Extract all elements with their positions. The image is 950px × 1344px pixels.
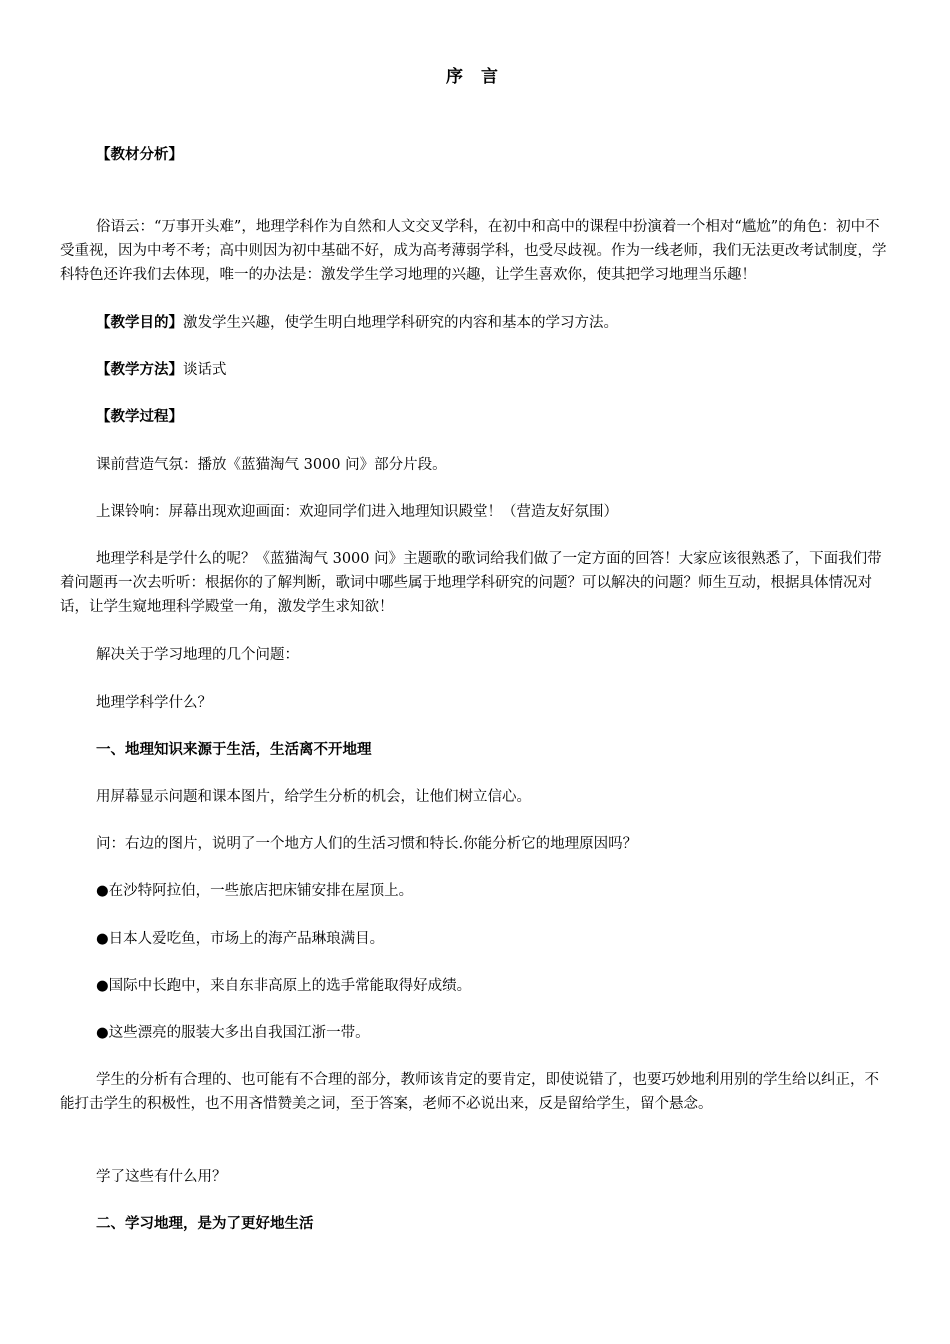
paragraph-question: 问：右边的图片，说明了一个地方人们的生活习惯和特长.你能分析它的地理原因吗？	[96, 836, 638, 852]
bullet-item: ●日本人爱吃鱼，市场上的海产品琳琅满目。	[96, 931, 385, 947]
paragraph-solve-intro: 解决关于学习地理的几个问题：	[96, 647, 299, 663]
paragraph-song-questions: 地理学科是学什么的呢？《蓝猫淘气 3000 问》主题歌的歌词给我们做了一定方面的回答！大家应该很熟悉了，下面我们带着问题再一次去听听：根据你的了解判断，歌词中哪些属于地理学科研究的问题？可以解决的问题？师生互动，根据具体情况对话，让学生窥地理科学殿堂一角，激发学生求知欲！	[60, 551, 882, 615]
paragraph-screen-display: 用屏幕显示问题和课本图片，给学生分析的机会，让他们树立信心。	[96, 789, 531, 805]
material-analysis-heading: 【教材分析】	[96, 147, 183, 163]
paragraph-what-to-learn: 地理学科学什么？	[96, 695, 212, 711]
teaching-method-line	[60, 358, 890, 382]
bullet-item: ●这些漂亮的服装大多出自我国江浙一带。	[96, 1025, 370, 1041]
teaching-goal-heading: 【教学目的】	[96, 315, 183, 331]
teaching-goal-line	[60, 311, 890, 335]
paragraph-pre-class: 课前营造气氛：播放《蓝猫淘气 3000 问》部分片段。	[96, 457, 447, 473]
bullet-item: ●在沙特阿拉伯，一些旅店把床铺安排在屋顶上。	[96, 883, 414, 899]
section-heading-two: 二、学习地理，是为了更好地生活	[96, 1216, 314, 1232]
teaching-goal-text: 激发学生兴趣，使学生明白地理学科研究的内容和基本的学习方法。	[183, 315, 618, 331]
paragraph-bell: 上课铃响：屏幕出现欢迎画面：欢迎同学们进入地理知识殿堂！（营造友好氛围）	[96, 504, 618, 520]
paragraph-what-use: 学了这些有什么用？	[96, 1169, 227, 1185]
section-heading-one: 一、地理知识来源于生活，生活离不开地理	[96, 742, 372, 758]
teaching-method-text: 谈话式	[183, 362, 227, 378]
teaching-process-heading: 【教学过程】	[96, 409, 183, 425]
paragraph-teacher-guidance: 学生的分析有合理的、也可能有不合理的部分，教师该肯定的要肯定，即使说错了，也要巧妙地利用别的学生给以纠正，不能打击学生的积极性，也不用吝惜赞美之词，至于答案，老师不必说出来，反是留给学生，留个悬念。	[60, 1072, 879, 1112]
teaching-method-heading: 【教学方法】	[96, 362, 183, 378]
page-title: 序 言	[446, 67, 504, 87]
material-analysis-paragraph: 俗语云：“万事开头难”，地理学科作为自然和人文交叉学科，在初中和高中的课程中扮演着一个相对“尴尬”的角色：初中不受重视，因为中考不考；高中则因为初中基础不好，成为高考薄弱学科，也受尽歧视。作为一线老师，我们无法更改考试制度，学科特色还许我们去体现，唯一的办法是：激发学生学习地理的兴趣，让学生喜欢你，使其把学习地理当乐趣！	[60, 219, 887, 283]
bullet-item: ●国际中长跑中，来自东非高原上的选手常能取得好成绩。	[96, 978, 472, 994]
